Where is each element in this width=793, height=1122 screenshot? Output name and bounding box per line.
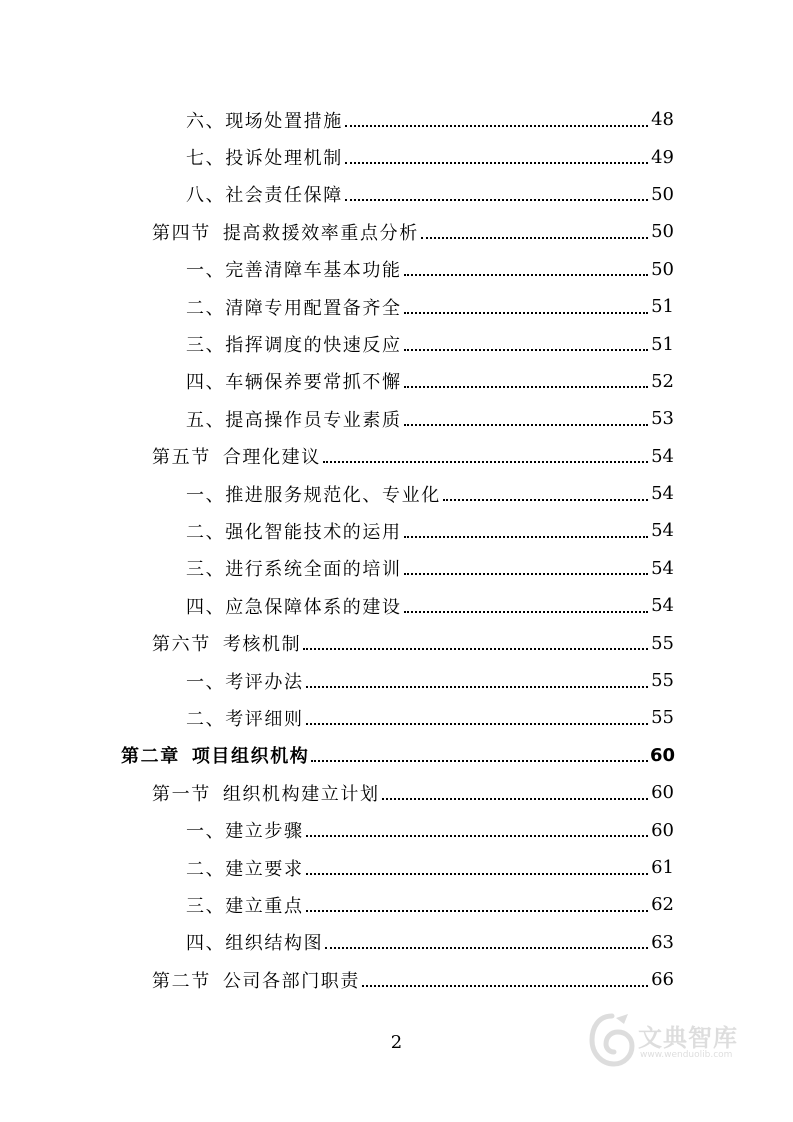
toc-entry-title: 进行系统全面的培训	[225, 559, 402, 581]
toc-entry-title: 指挥调度的快速反应	[225, 335, 402, 357]
toc-entry[interactable]	[0, 550, 674, 587]
toc-entry-text	[186, 144, 343, 170]
toc-entry-text	[186, 481, 441, 507]
toc-entry-title: 车辆保养要常抓不懈	[225, 372, 402, 394]
toc-entry-title: 公司各部门职责	[222, 970, 361, 992]
toc-entry-page: 52	[651, 370, 674, 392]
toc-entry[interactable]	[0, 737, 674, 774]
toc-dot-leader	[404, 312, 648, 314]
toc-entry-page: 51	[651, 333, 674, 355]
toc-dot-leader	[443, 499, 648, 501]
toc-dot-leader	[404, 611, 648, 613]
toc-entry-text	[186, 817, 304, 843]
watermark	[588, 1012, 758, 1074]
toc-entry[interactable]	[0, 400, 674, 437]
toc-entry-page: 49	[651, 146, 674, 168]
toc-dot-leader	[303, 648, 648, 650]
toc-entry-title: 清障专用配置备齐全	[225, 297, 402, 319]
toc-entry-number: 第二章	[121, 746, 180, 768]
toc-entry[interactable]	[0, 699, 674, 736]
toc-entry-number: 八、	[186, 185, 226, 207]
toc-entry-page: 51	[651, 296, 674, 318]
toc-dot-leader	[311, 760, 648, 762]
toc-entry[interactable]	[0, 251, 674, 288]
toc-entry-number: 第五节	[152, 447, 211, 469]
toc-entry-page: 53	[651, 408, 674, 430]
toc-entry-text	[186, 107, 343, 133]
toc-entry-page: 48	[651, 109, 674, 131]
toc-entry-number: 四、	[186, 933, 226, 955]
toc-entry[interactable]	[0, 587, 674, 624]
toc-entry-number: 三、	[186, 559, 226, 581]
toc-entry-text	[121, 742, 309, 768]
toc-entry[interactable]	[0, 475, 674, 512]
toc-dot-leader	[306, 723, 648, 725]
toc-dot-leader	[306, 686, 648, 688]
toc-entry-text	[186, 892, 304, 918]
toc-entry-text	[186, 406, 402, 432]
toc-entry[interactable]	[0, 176, 674, 213]
toc-entry-page: 54	[651, 483, 674, 505]
toc-entry[interactable]	[0, 325, 674, 362]
watermark-text: 文典智库	[638, 1024, 738, 1052]
toc-dot-leader	[404, 349, 648, 351]
toc-entry[interactable]	[0, 101, 674, 138]
toc-dot-leader	[404, 274, 648, 276]
toc-dot-leader	[404, 573, 648, 575]
toc-dot-leader	[404, 424, 648, 426]
toc-entry-page: 60	[650, 744, 676, 766]
toc-entry-number: 三、	[186, 895, 226, 917]
toc-entry-page: 50	[651, 258, 674, 280]
toc-entry[interactable]	[0, 138, 674, 175]
toc-entry-title: 提高救援效率重点分析	[222, 222, 419, 244]
toc-entry-title: 强化智能技术的运用	[225, 521, 402, 543]
toc-entry-title: 完善清障车基本功能	[225, 260, 402, 282]
toc-dot-leader	[421, 237, 648, 239]
toc-entry-page: 55	[651, 707, 674, 729]
toc-entry-number: 四、	[186, 596, 226, 618]
toc-entry-page: 50	[651, 221, 674, 243]
toc-entry-text	[152, 780, 380, 806]
toc-entry-page: 54	[651, 445, 674, 467]
toc-entry[interactable]	[0, 774, 674, 811]
toc-entry-page: 54	[651, 557, 674, 579]
toc-entry[interactable]	[0, 961, 674, 998]
toc-entry-title: 社会责任保障	[225, 185, 343, 207]
toc-entry[interactable]	[0, 662, 674, 699]
toc-dot-leader	[345, 162, 648, 164]
toc-entry-title: 推进服务规范化、专业化	[225, 484, 441, 506]
toc-entry-title: 项目组织机构	[191, 746, 310, 768]
toc-entry-page: 54	[651, 595, 674, 617]
toc-entry-number: 二、	[186, 297, 226, 319]
toc-entry[interactable]	[0, 438, 674, 475]
toc-entry-title: 应急保障体系的建设	[225, 596, 402, 618]
toc-entry-number: 一、	[186, 260, 226, 282]
toc-entry-text	[186, 555, 402, 581]
toc-entry-number: 七、	[186, 148, 226, 170]
toc-dot-leader	[345, 125, 648, 127]
toc-entry-number: 六、	[186, 110, 226, 132]
toc-entry-title: 组织机构建立计划	[222, 783, 380, 805]
toc-entry-text	[186, 929, 323, 955]
toc-entry-number: 二、	[186, 858, 226, 880]
toc-dot-leader	[306, 873, 648, 875]
toc-entry-number: 第六节	[152, 634, 211, 656]
toc-entry-title: 组织结构图	[225, 933, 324, 955]
toc-entry-text	[152, 219, 419, 245]
toc-entry-page: 60	[651, 782, 674, 804]
toc-entry-title: 投诉处理机制	[225, 148, 343, 170]
toc-entry-title: 考核机制	[222, 634, 302, 656]
toc-entry-title: 现场处置措施	[225, 110, 343, 132]
toc-entry-number: 一、	[186, 671, 226, 693]
toc-entry-page: 63	[651, 931, 674, 953]
toc-entry-text	[186, 256, 402, 282]
toc-entry-number: 二、	[186, 708, 226, 730]
toc-entry-text	[186, 181, 343, 207]
table-of-contents	[0, 101, 793, 998]
page-number: 2	[390, 1032, 403, 1053]
toc-entry[interactable]	[0, 924, 674, 961]
toc-dot-leader	[382, 798, 648, 800]
toc-entry-number: 第二节	[152, 970, 211, 992]
toc-entry-page: 55	[651, 670, 674, 692]
toc-entry-title: 考评办法	[225, 671, 304, 693]
toc-entry-page: 50	[651, 183, 674, 205]
toc-entry-text	[186, 331, 402, 357]
toc-entry[interactable]	[0, 811, 674, 848]
toc-entry-text	[186, 705, 304, 731]
toc-entry-page: 60	[651, 819, 674, 841]
toc-entry-text	[152, 630, 301, 656]
toc-entry-number: 一、	[186, 484, 226, 506]
toc-entry[interactable]	[0, 512, 674, 549]
toc-entry[interactable]	[0, 288, 674, 325]
toc-entry-number: 二、	[186, 521, 226, 543]
toc-dot-leader	[306, 910, 648, 912]
toc-entry-title: 建立重点	[225, 895, 304, 917]
toc-entry-text	[186, 368, 402, 394]
toc-entry-text	[152, 967, 360, 993]
toc-entry-title: 考评细则	[225, 708, 304, 730]
toc-entry-text	[186, 593, 402, 619]
toc-entry-number: 一、	[186, 821, 226, 843]
toc-entry-text	[186, 294, 402, 320]
toc-dot-leader	[404, 386, 648, 388]
toc-entry[interactable]	[0, 624, 674, 661]
toc-entry-page: 61	[651, 857, 674, 878]
toc-entry[interactable]	[0, 849, 674, 886]
toc-entry-number: 第四节	[152, 222, 211, 244]
toc-dot-leader	[306, 835, 648, 837]
toc-entry[interactable]	[0, 213, 674, 250]
toc-entry-number: 四、	[186, 372, 226, 394]
toc-entry-number: 第一节	[152, 783, 211, 805]
bird-logo-icon	[588, 1012, 636, 1068]
toc-dot-leader	[345, 199, 648, 201]
toc-dot-leader	[325, 947, 648, 949]
toc-entry-title: 建立步骤	[225, 821, 304, 843]
toc-dot-leader	[362, 985, 648, 987]
toc-entry[interactable]	[0, 363, 674, 400]
toc-entry-text	[186, 668, 304, 694]
toc-entry[interactable]	[0, 886, 674, 923]
toc-dot-leader	[404, 536, 648, 538]
toc-entry-page: 54	[651, 520, 674, 542]
toc-entry-text	[186, 518, 402, 544]
toc-dot-leader	[323, 461, 648, 463]
toc-entry-page: 55	[651, 632, 674, 654]
toc-entry-number: 三、	[186, 335, 226, 357]
toc-entry-title: 建立要求	[225, 858, 304, 880]
toc-entry-text	[186, 855, 304, 881]
watermark-url: www.wenduolib.com	[640, 1050, 733, 1060]
toc-entry-title: 提高操作员专业素质	[225, 409, 402, 431]
toc-entry-number: 五、	[186, 409, 226, 431]
toc-entry-title: 合理化建议	[222, 447, 321, 469]
toc-entry-page: 62	[651, 894, 674, 916]
toc-entry-page: 66	[651, 969, 674, 991]
toc-entry-text	[152, 443, 321, 469]
